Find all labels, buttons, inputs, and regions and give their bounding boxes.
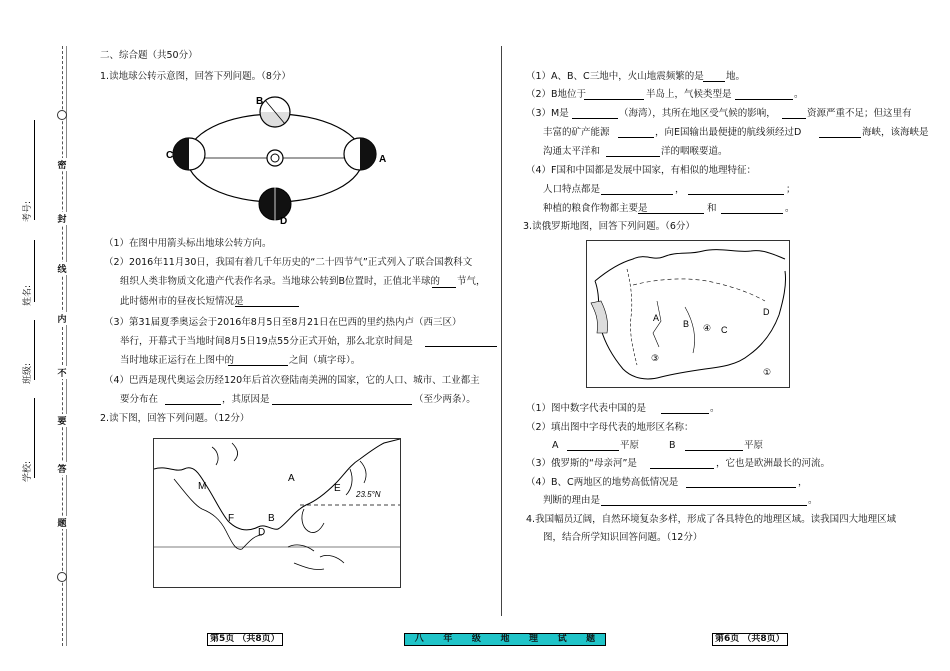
q1-1: （1）在图中用箭头标出地球公转方向。 [104,238,272,249]
r3-line1: （3）M是 [526,108,569,119]
answer-blank[interactable] [601,194,673,195]
russia-map-figure [586,240,790,388]
seal-char: 要 [55,414,69,427]
r4-line3b: 和 [707,203,717,214]
answer-blank[interactable] [228,365,288,366]
q4-line2: 图，结合所学知识回答问题。（12分） [543,532,703,543]
answer-blank[interactable] [703,81,725,82]
label-a: A [288,473,295,484]
label-3: ③ [651,354,660,364]
exam-no-label: 考号: [23,200,33,222]
seal-char: 密 [55,158,69,171]
answer-blank[interactable] [721,213,783,214]
q1-4-line2: 要分布在 [120,394,159,405]
seal-char: 题 [55,516,69,529]
label-b: B [268,513,275,524]
banner-char: 级 [471,634,481,644]
q1-4-line1: （4）巴西是现代奥运会历经120年后首次登陆南美洲的国家，它的人口、城市、工业都主 [104,375,480,386]
q3-3b: ，它也是欧洲最长的河流。 [716,458,831,469]
asia-map-figure [153,438,401,588]
r1b: 地。 [726,71,746,82]
q1-3-line1: （3）第31届夏季奥运会于2016年8月5日至8月21日在巴西的里约热内卢（西三区） [104,317,462,328]
answer-blank[interactable] [685,450,743,451]
answer-blank[interactable] [819,137,861,138]
name-field[interactable] [34,240,35,302]
r4-line2: 人口特点都是 [543,184,601,195]
label-a: A [379,154,387,165]
q3-4: （4）B、C两地区的地势高低情况是 [526,477,679,488]
school-label: 学校: [23,460,33,482]
class-field[interactable] [34,320,35,380]
q3-1b: 。 [710,403,720,414]
answer-blank[interactable] [686,487,796,488]
answer-blank[interactable] [584,99,644,100]
seal-char: 不 [55,366,69,379]
section-title: 二、综合题（共50分） [100,50,198,61]
seal-char: 内 [55,312,69,325]
seal-char: 线 [55,262,69,275]
r3-line1c: 资源严重不足；但这里有 [807,108,912,119]
answer-blank[interactable] [272,404,412,405]
r4-line2b: ， [675,184,685,195]
r4-line3c: 。 [785,203,795,214]
label-c: C [166,150,174,161]
answer-blank[interactable] [638,213,704,214]
r2c: 。 [794,89,804,100]
r3-line2: 丰富的矿产能源 [543,127,610,138]
q3-1: （1）图中数字代表中国的是 [526,403,647,414]
r1: （1）A、B、C三地中，火山地震频繁的是 [526,71,704,82]
right-page-number: 第6页 （共8页） [712,633,788,646]
answer-blank[interactable] [618,137,654,138]
binding-hole [57,110,67,120]
q1-3-line3b: 之间（填字母）。 [289,355,361,366]
answer-blank[interactable] [782,118,806,119]
answer-blank[interactable] [432,287,456,288]
seal-char: 答 [55,462,69,475]
label-b: B [256,96,264,107]
label-b: B [683,319,690,329]
label-a: A [653,313,660,323]
r2b: 半岛上，气候类型是 [646,89,732,100]
r3-line3: 沟通太平洋和 [543,146,601,157]
r3-line2c: 海峡，该海峡是 [862,127,929,138]
q3-4b: ， [798,477,808,488]
earth-orbit-figure [162,88,388,228]
banner-char: 理 [529,634,539,644]
exam-title-banner [404,633,606,646]
label-d: D [280,216,288,227]
q1-2-line3: 此时德州市的昼夜长短情况是 [120,296,244,307]
r3-line2b: ，向E国输出最便捷的航线须经过D [655,127,802,138]
banner-char: 八 [414,634,424,644]
q3-2: （2）填出图中字母代表的地形区名称： [526,422,694,433]
answer-blank[interactable] [567,450,619,451]
label-e: E [334,483,341,494]
banner-char: 地 [500,634,510,644]
r2: （2）B地位于 [526,89,587,100]
answer-blank[interactable] [650,468,714,469]
label-1: ① [763,368,772,378]
answer-blank[interactable] [425,346,497,347]
banner-char: 试 [557,634,567,644]
seal-char: 封 [55,212,69,225]
q3-4-line2: 判断的理由是 [543,495,601,506]
q3-2a: A [552,440,559,451]
school-field[interactable] [34,398,35,478]
q1-title: 1.读地球公转示意图，回答下列问题。（8分） [100,71,291,82]
q1-2-line1: （2）2016年11月30日，我国有着几千年历史的“二十四节气”正式列入了联合国教科文 [104,257,473,268]
label-d: D [763,307,770,317]
answer-blank[interactable] [235,306,299,307]
answer-blank[interactable] [661,413,709,414]
r4-line1: （4）F国和中国都是发展中国家，有相似的地理特征： [526,165,757,176]
q3-4-line2b: 。 [808,495,818,506]
answer-blank[interactable] [165,404,221,405]
left-page-number: 第5页 （共8页） [207,633,283,646]
page-divider [501,46,502,616]
q4-line1: 4.我国幅员辽阔，自然环境复杂多样，形成了各具特色的地理区域。读我国四大地理区域 [526,514,897,525]
r3-line1b: （海湾），其所在地区受气候的影响， [619,108,776,119]
label-f: F [228,513,235,524]
q1-2-line2b: 节气， [457,276,486,287]
banner-char: 年 [443,634,453,644]
binding-solid-line [66,46,67,646]
label-d: D [258,527,266,538]
q1-4-line2c: （至少两条）。 [414,394,476,405]
exam-no-field[interactable] [34,120,35,220]
q1-3-line3: 当时地球正运行在上图中的 [120,355,235,366]
q3-2b: B [669,440,676,451]
q1-3-line2: 举行，开幕式于当地时间8月5日19点55分正式开始，那么北京时间是 [120,336,413,347]
label-m: M [198,481,207,492]
r4-line3: 种植的粮食作物都主要是 [543,203,648,214]
class-label: 班级: [23,362,33,384]
r4-line2c: ； [786,184,796,195]
q2-title: 2.读下图，回答下列问题。（12分） [100,413,250,424]
label-4: ④ [703,324,712,334]
answer-blank[interactable] [601,505,807,506]
answer-blank[interactable] [606,156,660,157]
binding-dashed-line [62,46,63,646]
q3-title: 3.读俄罗斯地图，回答下列问题。（6分） [523,221,695,232]
r3-line3b: 洋的咽喉要道。 [661,146,728,157]
answer-blank[interactable] [688,194,784,195]
label-c: C [721,325,728,335]
q1-4-line2b: ，其原因是 [222,394,270,405]
banner-char: 题 [586,634,596,644]
latitude-label: 23.5°N [356,490,381,499]
answer-blank[interactable] [572,118,618,119]
binding-hole [57,572,67,582]
q1-2-line2: 组织人类非物质文化遗产代表作名录。当地球公转到B位置时，正值北半球的 [120,276,441,287]
answer-blank[interactable] [735,99,793,100]
q3-2b-suffix: 平原 [744,440,764,451]
name-label: 姓名: [23,284,33,306]
q3-3: （3）俄罗斯的“母亲河”是 [526,458,637,469]
q3-2a-suffix: 平原 [620,440,640,451]
